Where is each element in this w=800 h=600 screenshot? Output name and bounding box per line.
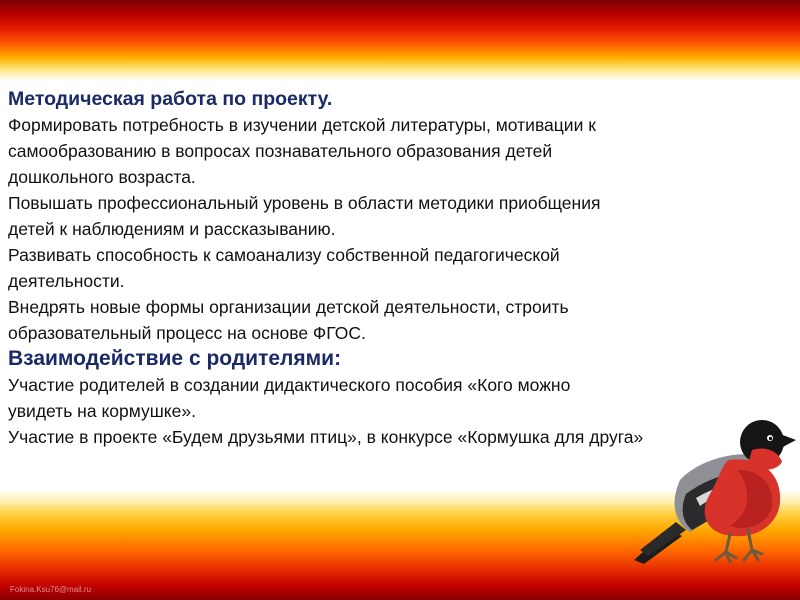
text-line: самообразованию в вопросах познавательного образования детей: [8, 141, 553, 161]
text-line: деятельности.: [8, 271, 125, 291]
heading-methodical-work: Методическая работа по проекту.: [8, 88, 333, 110]
paragraph-new-forms: [8, 294, 798, 346]
text-line: увидеть на кормушке».: [8, 401, 196, 421]
text-line: Участие в проекте «Будем друзьями птиц», в конкурсе «Кормушка для друга»: [8, 427, 644, 447]
text-line: Развивать способность к самоанализу собственной педагогической: [8, 245, 560, 265]
text-line: образовательный процесс на основе ФГОС.: [8, 323, 366, 343]
paragraph-raise-level: [8, 190, 798, 242]
text-line: дошкольного возраста.: [8, 167, 196, 187]
text-line: Участие родителей в создании дидактического пособия «Кого можно: [8, 375, 571, 395]
text-line: детей к наблюдениям и рассказыванию.: [8, 219, 336, 239]
footer-email: Fokina.Ksu76@mail.ru: [10, 585, 92, 594]
paragraph-form-need: [8, 112, 798, 190]
text-line: Повышать профессиональный уровень в области методики приобщения: [8, 193, 601, 213]
bullfinch-icon: [630, 410, 800, 570]
text-line: Внедрять новые формы организации детской деятельности, строить: [8, 297, 569, 317]
text-line: Формировать потребность в изучении детской литературы, мотивации к: [8, 115, 596, 135]
heading-parents-interaction: Взаимодействие с родителями:: [8, 347, 342, 370]
paragraph-self-analysis: [8, 242, 798, 294]
slide-content: [8, 86, 798, 450]
